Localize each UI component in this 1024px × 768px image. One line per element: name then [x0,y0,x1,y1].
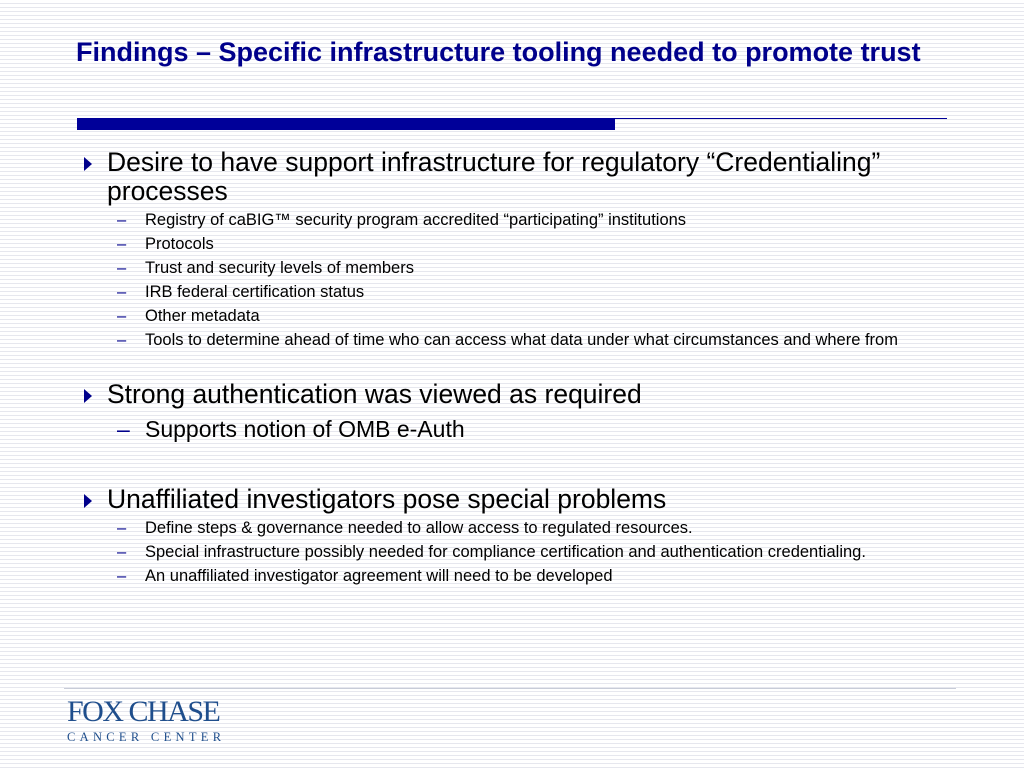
slide-content [84,148,964,586]
sub-bullet-list [84,416,964,443]
sub-bullet-text: Other metadata [145,307,260,325]
dash-bullet-icon: – [117,259,127,277]
sub-bullet-text: Trust and security levels of members [145,259,414,277]
sub-bullet-list [84,211,964,350]
logo-sub-line: CANCER CENTER [67,730,226,744]
dash-bullet-icon: – [117,543,127,561]
sub-bullet [84,307,964,326]
bullet-heading [84,485,964,514]
section-unaffiliated [84,485,964,586]
sub-bullet [84,567,964,586]
sub-bullet-text: An unaffiliated investigator agreement will need to be developed [145,567,613,585]
dash-bullet-icon: – [117,567,127,585]
sub-bullet [84,543,964,562]
sub-bullet-text: Special infrastructure possibly needed for compliance certification and authentication credentialing. [145,543,866,561]
dash-bullet-icon: – [117,235,127,253]
title-underline-bar [77,118,615,130]
sub-bullet-text: Registry of caBIG™ security program accredited “participating” institutions [145,211,687,229]
bullet-heading-text: Unaffiliated investigators pose special problems [107,484,667,514]
sub-bullet-text: Protocols [145,235,214,253]
dash-bullet-icon: – [117,211,127,229]
sub-bullet [84,283,964,302]
dash-bullet-icon: – [117,416,130,442]
sub-bullet [84,235,964,254]
bullet-heading [84,148,964,206]
triangle-bullet-icon [84,157,92,171]
dash-bullet-icon: – [117,283,127,301]
sub-bullet-text: Define steps & governance needed to allow access to regulated resources. [145,519,693,537]
dash-bullet-icon: – [117,331,127,349]
sub-bullet [84,259,964,278]
dash-bullet-icon: – [117,519,127,537]
section-authentication [84,380,964,443]
bullet-heading-text: Desire to have support infrastructure for regulatory “Credentialing” processes [107,147,881,206]
section-credentialing [84,148,964,350]
slide-title: Findings – Specific infrastructure tooling needed to promote trust [76,37,921,67]
sub-bullet [84,211,964,230]
sub-bullet-text: Supports notion of OMB e-Auth [145,416,465,442]
logo-name-line: FOX CHASE [67,695,220,728]
triangle-bullet-icon [84,494,92,508]
footer-divider [64,688,956,689]
dash-bullet-icon: – [117,307,127,325]
fox-chase-logo [67,696,247,744]
sub-bullet [84,519,964,538]
sub-bullet [84,331,964,350]
sub-bullet-text: Tools to determine ahead of time who can access what data under what circumstances and where from [145,331,898,349]
title-underline-thin [615,118,947,119]
sub-bullet-list [84,519,964,586]
bullet-heading [84,380,964,409]
sub-bullet-text: IRB federal certification status [145,283,365,301]
sub-bullet [84,416,964,443]
bullet-heading-text: Strong authentication was viewed as required [107,379,642,409]
triangle-bullet-icon [84,389,92,403]
